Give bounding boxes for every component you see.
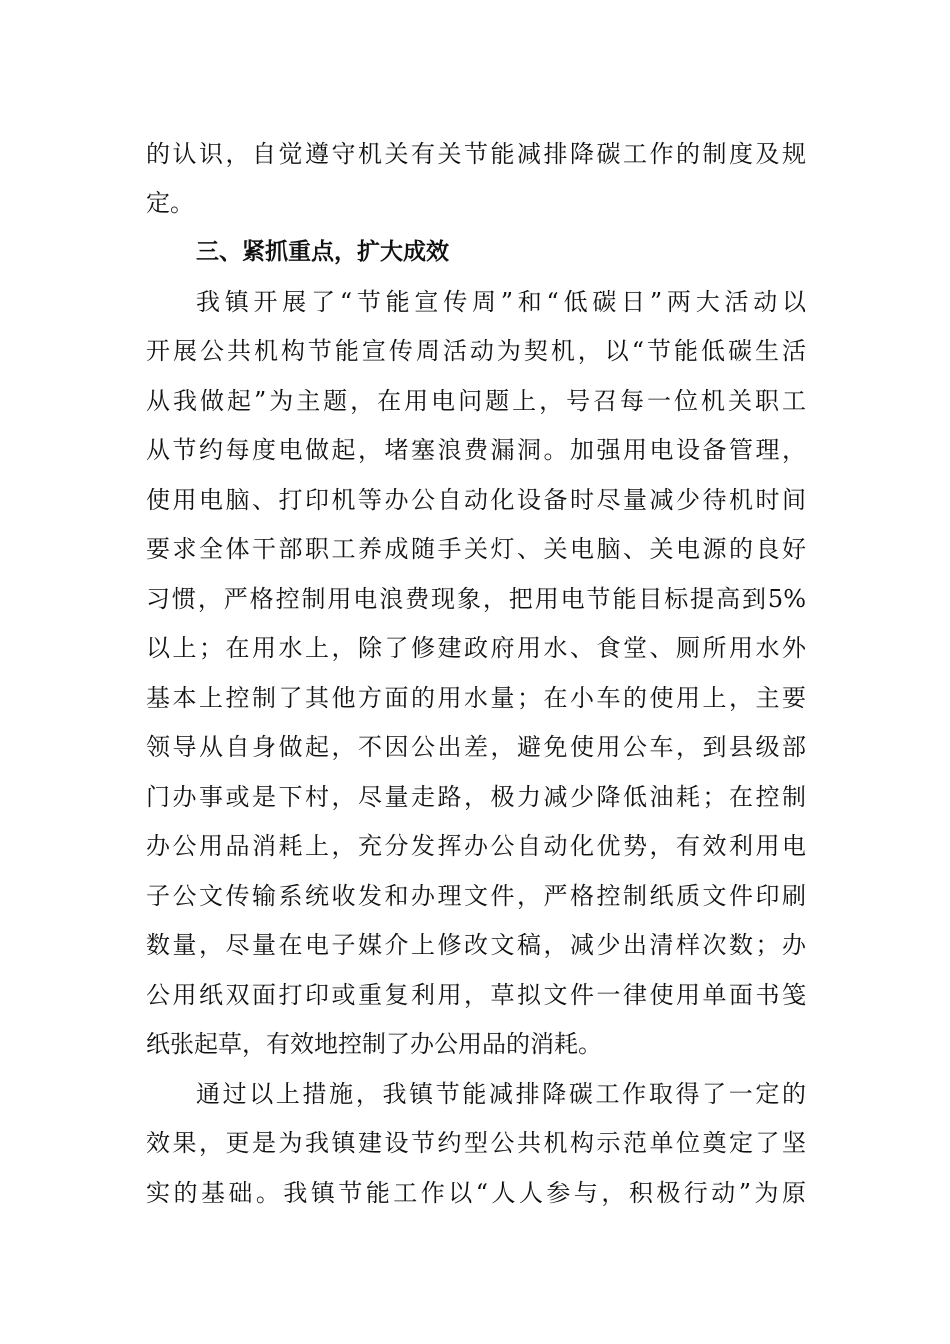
text-line: 我镇开展了“节能宣传周”和“低碳日”两大活动以 [196, 288, 806, 316]
section-heading: 三、紧抓重点，扩大成效 [196, 239, 449, 265]
text-line: 开展公共机构节能宣传周活动为契机，以“节能低碳生活 [146, 337, 806, 365]
text-line: 使用电脑、打印机等办公自动化设备时尽量减少待机时间 [146, 486, 806, 514]
text-line: 习惯，严格控制用电浪费现象，把用电节能目标提高到5% [146, 585, 806, 613]
text-line: 实的基础。我镇节能工作以“人人参与，积极行动”为原 [146, 1179, 806, 1207]
text-line: 从我做起”为主题，在用电问题上，号召每一位机关职工 [146, 387, 806, 415]
text-line: 领导从自身做起，不因公出差，避免使用公车，到县级部 [146, 733, 806, 761]
text-line: 效果，更是为我镇建设节约型公共机构示范单位奠定了坚 [146, 1129, 806, 1157]
text-line: 门办事或是下村，尽量走路，极力减少降低油耗；在控制 [146, 783, 806, 811]
text-line: 纸张起草，有效地控制了办公用品的消耗。 [146, 1030, 602, 1058]
text-line: 以上；在用水上，除了修建政府用水、食堂、厕所用水外 [146, 634, 806, 662]
text-line: 子公文传输系统收发和办理文件，严格控制纸质文件印刷 [146, 882, 806, 910]
text-line: 通过以上措施，我镇节能减排降碳工作取得了一定的 [196, 1080, 806, 1108]
text-line: 的认识，自觉遵守机关有关节能减排降碳工作的制度及规 [146, 140, 806, 168]
text-line: 办公用品消耗上，充分发挥办公自动化优势，有效利用电 [146, 832, 806, 860]
text-line: 数量，尽量在电子媒介上修改文稿，减少出清样次数；办 [146, 931, 806, 959]
text-line: 定。 [146, 189, 194, 217]
text-line: 公用纸双面打印或重复利用，草拟文件一律使用单面书笺 [146, 981, 806, 1009]
text-line: 要求全体干部职工养成随手关灯、关电脑、关电源的良好 [146, 535, 806, 563]
text-line: 从节约每度电做起，堵塞浪费漏洞。加强用电设备管理， [146, 436, 806, 464]
text-line: 基本上控制了其他方面的用水量；在小车的使用上，主要 [146, 684, 806, 712]
